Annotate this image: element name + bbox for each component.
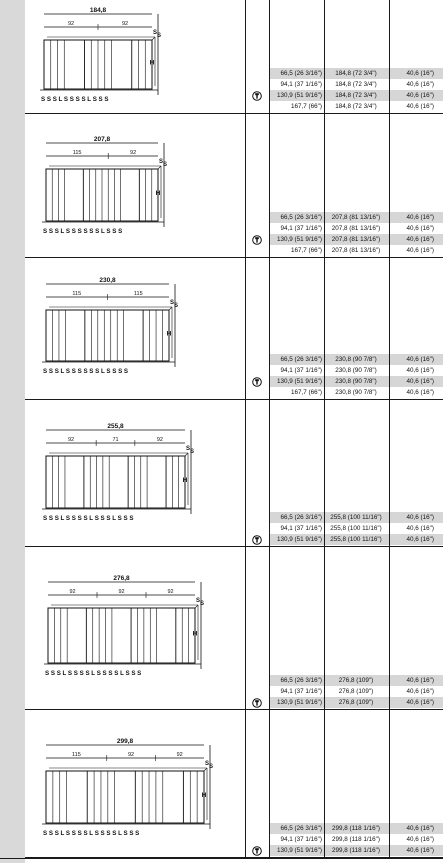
measurement-table [270,212,443,256]
measurement-height: 94,1 (37 1/16") [280,836,322,843]
measurement-table [270,68,443,112]
measurement-row [270,834,443,845]
measurement-width: 276,8 (109") [338,699,374,706]
measurement-height: 94,1 (37 1/16") [280,225,322,232]
segment-width-label: 115 [71,752,81,758]
measurement-depth: 40,6 (16") [406,103,434,110]
measurement-depth: 40,6 (16") [406,514,434,521]
segment-width-label: 92 [121,21,129,27]
measurement-table [270,823,443,856]
measurement-height: 130,9 (51 9/16") [277,236,322,243]
left-margin-tab [0,0,25,863]
measurement-depth: 40,6 (16") [406,367,434,374]
measurement-height: 130,9 (51 9/16") [277,378,322,385]
measurement-row [270,79,443,90]
segment-width-label: 92 [128,752,135,758]
segment-width-label: 115 [133,291,143,297]
height-label: H [192,630,198,638]
total-width-label: 184,8 [89,7,107,14]
measurement-width: 230,8 (90 7/8") [335,367,377,374]
measurement-depth: 40,6 (16") [406,81,434,88]
cabinet-body [46,310,169,361]
measurement-depth: 40,6 (16") [406,389,434,396]
table-bottom-border [0,858,443,859]
segment-width-label: 92 [68,437,75,443]
measurement-height: 94,1 (37 1/16") [280,367,322,374]
measurement-height: 66,5 (26 3/16") [280,356,322,363]
wall-fixing-icon [252,698,262,708]
panel-codes: S S S L S S S S L S S S L S S S [43,515,134,522]
segment-width-label: 92 [130,150,137,156]
measurement-table [270,512,443,545]
side-marker: S [205,761,210,767]
measurement-row [270,686,443,697]
panel-codes: S S S L S S S S L S S S S L S S S [43,830,140,837]
measurement-row [270,534,443,545]
segment-width-label: 71 [112,437,119,443]
height-label: H [149,59,155,67]
measurement-row [270,823,443,834]
measurement-depth: 40,6 (16") [406,836,434,843]
measurement-row [270,512,443,523]
side-marker: S [153,30,158,36]
wall-fixing-icon [252,91,262,101]
measurement-row [270,354,443,365]
total-width-label: 299,8 [116,738,134,745]
side-marker: S [174,303,179,309]
measurement-height: 94,1 (37 1/16") [280,525,322,532]
measurement-height: 130,9 (51 9/16") [277,92,322,99]
segment-width-label: 92 [156,437,163,443]
panel-codes: S S S L S S S S L S S S S L S S S [45,670,142,677]
segment-width-label: 115 [72,150,82,156]
measurement-width: 207,8 (81 13/16") [331,236,381,243]
cabinet-drawing [25,547,245,710]
total-width-label: 230,8 [99,277,116,284]
cabinet-drawing [25,710,245,858]
measurement-width: 230,8 (90 7/8") [335,389,377,396]
configuration-row [25,258,443,400]
measurement-depth: 40,6 (16") [406,247,434,254]
height-label: H [201,792,207,799]
segment-width-label: 92 [118,589,125,595]
measurement-row [270,212,443,223]
height-label: H [155,190,161,197]
measurement-width: 276,8 (109") [338,677,374,684]
wall-fixing-icon [252,846,262,856]
height-label: H [182,477,188,484]
measurement-width: 299,8 (118 1/16") [332,847,380,854]
measurement-width: 207,8 (81 13/16") [331,225,381,232]
measurement-depth: 40,6 (16") [406,536,434,543]
side-marker: S [200,601,205,607]
measurement-row [270,101,443,112]
side-marker: S [190,449,195,455]
measurement-row [270,376,443,387]
side-marker: S [157,33,162,39]
measurement-depth: 40,6 (16") [406,699,434,706]
measurement-height: 66,5 (26 3/16") [280,70,322,77]
measurement-height: 130,9 (51 9/16") [277,847,322,854]
measurement-width: 184,8 (72 3/4") [335,81,377,88]
measurement-row [270,675,443,686]
wall-fixing-icon [252,235,262,245]
measurement-row [270,387,443,398]
configuration-row [25,114,443,258]
measurement-depth: 40,6 (16") [406,825,434,832]
measurement-height: 167,7 (66") [291,389,322,396]
configuration-row [25,547,443,710]
measurement-depth: 40,6 (16") [406,525,434,532]
cabinet-drawing [25,258,245,400]
column-divider [389,0,390,858]
column-divider [324,0,325,858]
side-marker: S [196,598,201,604]
cabinet-body [48,608,195,663]
measurement-depth: 40,6 (16") [406,92,434,99]
measurement-height: 167,7 (66") [291,103,322,110]
measurement-row [270,697,443,708]
wall-fixing-icon [252,535,262,545]
measurement-width: 299,8 (118 1/16") [332,825,380,832]
measurement-row [270,68,443,79]
side-marker: S [186,446,191,452]
measurement-row [270,234,443,245]
segment-width-label: 92 [69,589,76,595]
total-width-label: 207,8 [93,136,111,143]
cabinet-body [46,771,204,823]
measurement-depth: 40,6 (16") [406,677,434,684]
side-marker: S [159,159,164,165]
measurement-row [270,365,443,376]
measurement-width: 255,8 (100 11/16") [330,536,382,543]
configuration-row [25,400,443,547]
height-label: H [166,330,172,338]
measurement-width: 207,8 (81 13/16") [331,247,381,254]
measurement-width: 184,8 (72 3/4") [335,70,377,77]
measurement-depth: 40,6 (16") [406,356,434,363]
measurement-depth: 40,6 (16") [406,236,434,243]
measurement-row [270,845,443,856]
measurement-height: 66,5 (26 3/16") [280,214,322,221]
measurement-width: 255,8 (100 11/16") [330,525,382,532]
measurement-height: 66,5 (26 3/16") [280,677,322,684]
measurement-height: 94,1 (37 1/16") [280,81,322,88]
side-marker: S [209,764,214,770]
measurement-height: 94,1 (37 1/16") [280,688,322,695]
measurement-width: 184,8 (72 3/4") [335,103,377,110]
segment-width-label: 115 [72,291,82,297]
column-divider [269,0,270,858]
panel-codes: S S S L S S S S L S S S [41,96,109,103]
measurement-depth: 40,6 (16") [406,378,434,385]
measurement-width: 184,8 (72 3/4") [335,92,377,99]
measurement-height: 167,7 (66") [291,247,322,254]
cabinet-drawing [25,400,245,547]
total-width-label: 255,8 [107,423,124,430]
segment-width-label: 92 [67,21,75,27]
segment-width-label: 92 [167,589,174,595]
measurement-height: 130,9 (51 9/16") [277,536,322,543]
segment-width-label: 92 [176,752,183,758]
total-width-label: 276,8 [113,575,130,582]
measurement-width: 255,8 (100 11/16") [330,514,382,521]
measurement-height: 66,5 (26 3/16") [280,514,322,521]
side-marker: S [170,300,175,306]
measurement-width: 299,8 (118 1/16") [332,836,380,843]
measurement-width: 276,8 (109") [338,688,374,695]
column-divider [245,0,246,858]
measurement-width: 230,8 (90 7/8") [335,378,377,385]
measurement-row [270,523,443,534]
wall-fixing-icon [252,377,262,387]
cabinet-drawing [25,0,245,114]
measurement-width: 230,8 (90 7/8") [335,356,377,363]
measurement-depth: 40,6 (16") [406,847,434,854]
measurement-depth: 40,6 (16") [406,688,434,695]
side-marker: S [163,162,168,168]
measurement-depth: 40,6 (16") [406,70,434,77]
configuration-row [25,0,443,114]
measurement-table [270,354,443,398]
measurement-table [270,675,443,708]
cabinet-body [46,456,185,508]
measurement-row [270,245,443,256]
configuration-row [25,710,443,858]
measurement-height: 130,9 (51 9/16") [277,699,322,706]
measurement-row [270,223,443,234]
measurement-depth: 40,6 (16") [406,214,434,221]
panel-codes: S S S L S S S S S S L S S S S [43,368,129,375]
measurement-row [270,90,443,101]
measurement-depth: 40,6 (16") [406,225,434,232]
cabinet-drawing [25,114,245,258]
measurement-height: 66,5 (26 3/16") [280,825,322,832]
panel-codes: S S S L S S S S S S L S S S [43,228,123,235]
measurement-width: 207,8 (81 13/16") [331,214,381,221]
